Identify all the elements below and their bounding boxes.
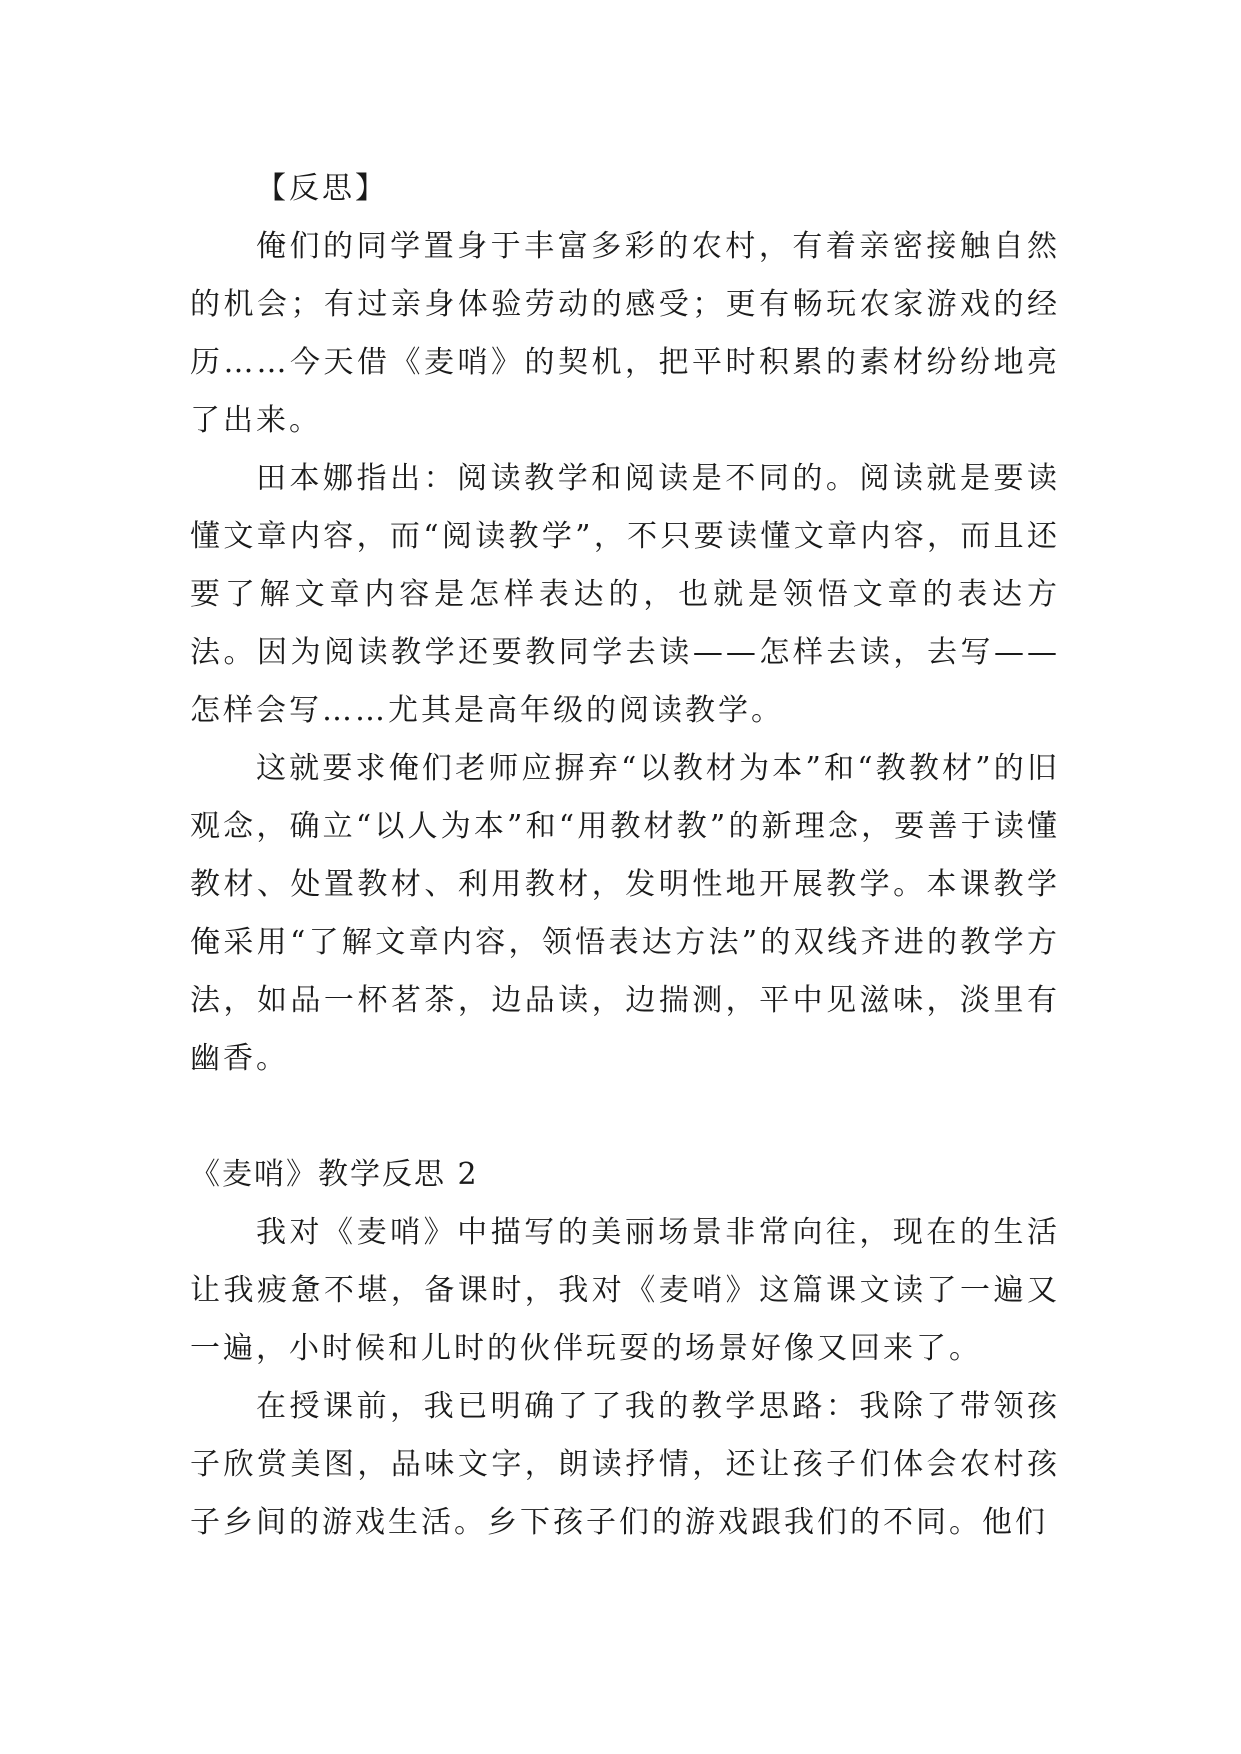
paragraph: 这就要求俺们老师应摒弃“以教材为本”和“教教材”的旧观念，确立“以人为本”和“用教材教”的新理念，要善于读懂教材、处置教材、利用教材，发明性地开展教学。本课教学俺采用“了解文章内容，领悟表达方法”的双线齐进的教学方法，如品一杯茗茶，边品读，边揣测，平中见滋味，淡里有幽香。 bbox=[190, 751, 1060, 1076]
section-heading-reflection: 【反思】 bbox=[256, 171, 388, 206]
document-page bbox=[190, 160, 1060, 1552]
section-title: 《麦哨》教学反思 2 bbox=[190, 1157, 479, 1192]
section-spacer bbox=[190, 1088, 1060, 1146]
paragraph: 我对《麦哨》中描写的美丽场景非常向往，现在的生活让我疲惫不堪，备课时，我对《麦哨》这篇课文读了一遍又一遍，小时候和儿时的伙伴玩耍的场景好像又回来了。 bbox=[190, 1215, 1060, 1366]
paragraph: 在授课前，我已明确了了我的教学思路：我除了带领孩子欣赏美图，品味文字，朗读抒情，还让孩子们体会农村孩子乡间的游戏生活。乡下孩子们的游戏跟我们的不同。他们 bbox=[190, 1389, 1060, 1540]
paragraph: 俺们的同学置身于丰富多彩的农村，有着亲密接触自然的机会；有过亲身体验劳动的感受；更有畅玩农家游戏的经历……今天借《麦哨》的契机，把平时积累的素材纷纷地亮了出来。 bbox=[190, 229, 1060, 438]
paragraph: 田本娜指出：阅读教学和阅读是不同的。阅读就是要读懂文章内容，而“阅读教学”，不只要读懂文章内容，而且还要了解文章内容是怎样表达的，也就是领悟文章的表达方法。因为阅读教学还要教同学去读——怎样去读，去写——怎样会写……尤其是高年级的阅读教学。 bbox=[190, 461, 1060, 728]
